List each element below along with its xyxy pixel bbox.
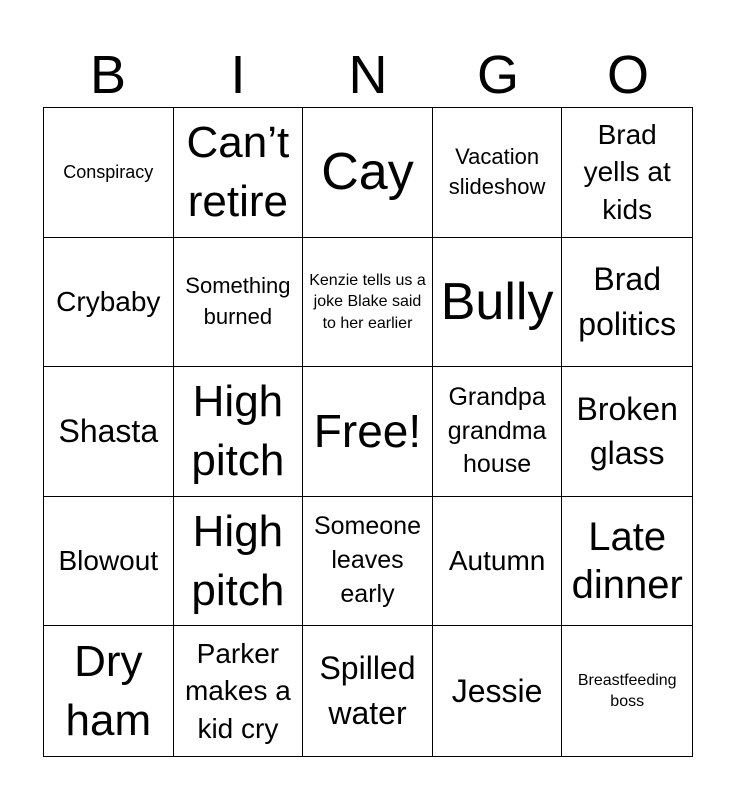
bingo-cell[interactable]	[174, 238, 304, 368]
bingo-cell[interactable]	[562, 108, 692, 238]
bingo-cell[interactable]	[433, 497, 563, 627]
bingo-cell[interactable]	[303, 626, 433, 756]
bingo-header	[43, 44, 693, 106]
bingo-cell[interactable]	[174, 497, 304, 627]
bingo-cell[interactable]	[433, 238, 563, 368]
cell-text: Spilled water	[319, 650, 416, 732]
bingo-cell[interactable]	[174, 626, 304, 756]
cell-text: Broken glass	[576, 390, 678, 472]
cell-text: High pitch	[191, 377, 285, 486]
cell-text: Cay	[321, 143, 414, 202]
header-letter-i: I	[230, 45, 246, 105]
bingo-cell[interactable]	[433, 367, 563, 497]
bingo-cell[interactable]	[433, 108, 563, 238]
free-space-cell[interactable]	[303, 367, 433, 497]
cell-text: Parker makes a kid cry	[184, 637, 291, 745]
cell-text: Autumn	[448, 545, 546, 577]
cell-text: High pitch	[191, 506, 285, 616]
cell-text: Vacation slideshow	[448, 143, 546, 200]
header-letter-o: O	[606, 45, 649, 105]
cell-text: Can’t retire	[186, 117, 290, 227]
bingo-cell[interactable]	[303, 108, 433, 238]
cell-text: Something burned	[185, 273, 291, 329]
free-space-text: Free!	[313, 404, 422, 457]
cell-text: Bully	[440, 272, 554, 331]
bingo-cell[interactable]	[44, 108, 174, 238]
cell-text: Brad yells at kids	[583, 118, 671, 226]
bingo-cell[interactable]	[562, 367, 692, 497]
cell-text: Kenzie tells us a joke Blake said to her earlier	[309, 271, 426, 332]
cell-text: Crybaby	[56, 285, 161, 317]
bingo-cell[interactable]	[44, 367, 174, 497]
cell-text: Blowout	[58, 545, 159, 577]
cell-text: Conspiracy	[63, 161, 154, 182]
bingo-cell[interactable]	[303, 497, 433, 627]
header-letter-b: B	[89, 45, 127, 105]
bingo-cell[interactable]	[174, 108, 304, 238]
cell-text: Brad politics	[578, 261, 677, 342]
bingo-cell[interactable]	[174, 367, 304, 497]
cell-text: Dry ham	[65, 636, 152, 746]
bingo-cell[interactable]	[303, 238, 433, 368]
cell-text: Someone leaves early	[313, 512, 421, 608]
bingo-cell[interactable]	[44, 626, 174, 756]
bingo-cell[interactable]	[562, 238, 692, 368]
cell-text: Breastfeeding boss	[577, 671, 677, 711]
cell-text: Jessie	[451, 672, 543, 709]
cell-text: Late dinner	[571, 515, 683, 608]
bingo-cell[interactable]	[44, 238, 174, 368]
bingo-cell[interactable]	[562, 626, 692, 756]
cell-text: Grandpa grandma house	[447, 382, 547, 479]
bingo-board	[43, 107, 693, 757]
header-letter-n: N	[348, 45, 388, 105]
bingo-cell[interactable]	[44, 497, 174, 627]
bingo-cell[interactable]	[433, 626, 563, 756]
cell-text: Shasta	[58, 413, 159, 450]
bingo-cell[interactable]	[562, 497, 692, 627]
header-letter-g: G	[476, 45, 519, 105]
